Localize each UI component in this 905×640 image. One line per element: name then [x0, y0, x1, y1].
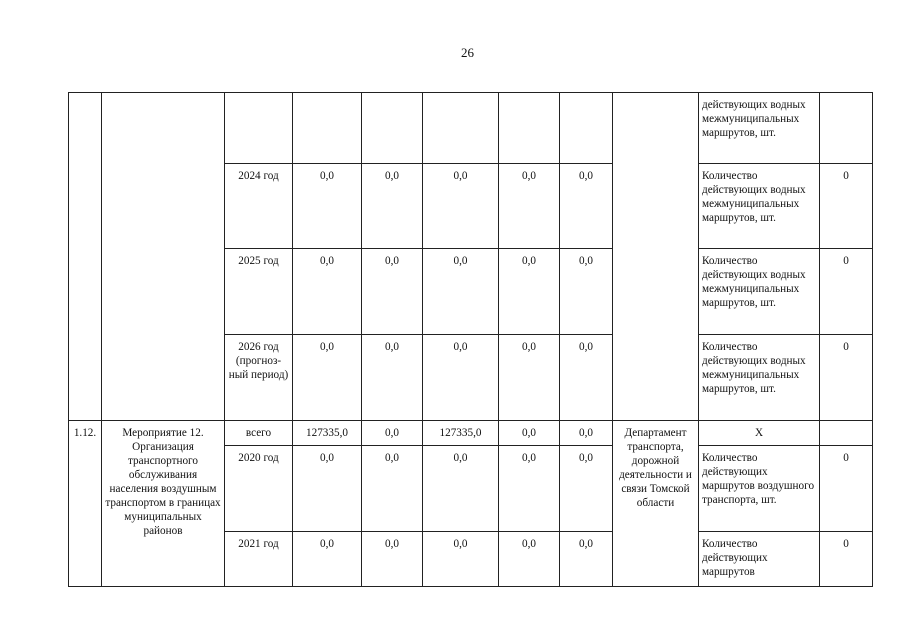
- value-cell: 0,0: [423, 249, 499, 335]
- page-number: 26: [461, 45, 474, 60]
- program-table: [68, 92, 873, 587]
- value-cell: 0,0: [362, 335, 423, 421]
- executor-cell: [613, 93, 699, 421]
- indicator-cell: Количество действующих маршрутов воздушного транспорта, шт.: [699, 446, 820, 532]
- indicator-cell: Количество действующих маршрутов: [699, 532, 820, 587]
- value-cell: 0,0: [423, 335, 499, 421]
- name-cell: [102, 93, 225, 421]
- value-cell: 0,0: [293, 335, 362, 421]
- executor-cell: Департамент транспорта, дорожной деятельности и связи Томской области: [613, 421, 699, 587]
- value-cell: 0,0: [423, 446, 499, 532]
- table-row: [69, 93, 873, 164]
- value-cell: 0,0: [362, 446, 423, 532]
- value-cell: 127335,0: [293, 421, 362, 446]
- target-cell: [820, 93, 873, 164]
- target-cell: 0: [820, 249, 873, 335]
- value-cell: 0,0: [423, 532, 499, 587]
- value-cell: [499, 93, 560, 164]
- target-cell: 0: [820, 446, 873, 532]
- year-cell: 2020 год: [225, 446, 293, 532]
- indicator-cell: Количество действующих водных межмуниципальных маршрутов, шт.: [699, 335, 820, 421]
- measure-number: 1.12.: [69, 421, 102, 587]
- value-cell: [560, 93, 613, 164]
- target-cell: 0: [820, 532, 873, 587]
- indicator-cell: Х: [699, 421, 820, 446]
- value-cell: [362, 93, 423, 164]
- value-cell: 0,0: [560, 249, 613, 335]
- indicator-cell: действующих водных межмуниципальных маршрутов, шт.: [699, 93, 820, 164]
- value-cell: 0,0: [560, 335, 613, 421]
- year-cell: всего: [225, 421, 293, 446]
- value-cell: 0,0: [293, 249, 362, 335]
- value-cell: 0,0: [499, 164, 560, 249]
- year-cell: 2021 год: [225, 532, 293, 587]
- year-cell: [225, 93, 293, 164]
- year-cell: 2025 год: [225, 249, 293, 335]
- value-cell: 0,0: [499, 335, 560, 421]
- value-cell: 0,0: [362, 164, 423, 249]
- value-cell: 0,0: [293, 446, 362, 532]
- value-cell: 127335,0: [423, 421, 499, 446]
- target-cell: [820, 421, 873, 446]
- value-cell: 0,0: [560, 532, 613, 587]
- value-cell: 0,0: [362, 532, 423, 587]
- value-cell: 0,0: [499, 249, 560, 335]
- indicator-cell: Количество действующих водных межмуниципальных маршрутов, шт.: [699, 249, 820, 335]
- value-cell: 0,0: [560, 421, 613, 446]
- value-cell: 0,0: [560, 164, 613, 249]
- value-cell: 0,0: [293, 532, 362, 587]
- value-cell: 0,0: [362, 421, 423, 446]
- year-cell: 2024 год: [225, 164, 293, 249]
- value-cell: 0,0: [560, 446, 613, 532]
- value-cell: 0,0: [499, 421, 560, 446]
- year-cell: 2026 год (прогноз-ный период): [225, 335, 293, 421]
- target-cell: 0: [820, 335, 873, 421]
- indicator-cell: Количество действующих водных межмуниципальных маршрутов, шт.: [699, 164, 820, 249]
- value-cell: [293, 93, 362, 164]
- value-cell: 0,0: [423, 164, 499, 249]
- value-cell: 0,0: [499, 532, 560, 587]
- value-cell: 0,0: [499, 446, 560, 532]
- table-row: [69, 421, 873, 446]
- value-cell: 0,0: [362, 249, 423, 335]
- value-cell: [423, 93, 499, 164]
- number-cell: [69, 93, 102, 421]
- target-cell: 0: [820, 164, 873, 249]
- value-cell: 0,0: [293, 164, 362, 249]
- measure-name: Мероприятие 12. Организация транспортного обслуживания населения воздушным транспортом в границах муниципальных районов: [102, 421, 225, 587]
